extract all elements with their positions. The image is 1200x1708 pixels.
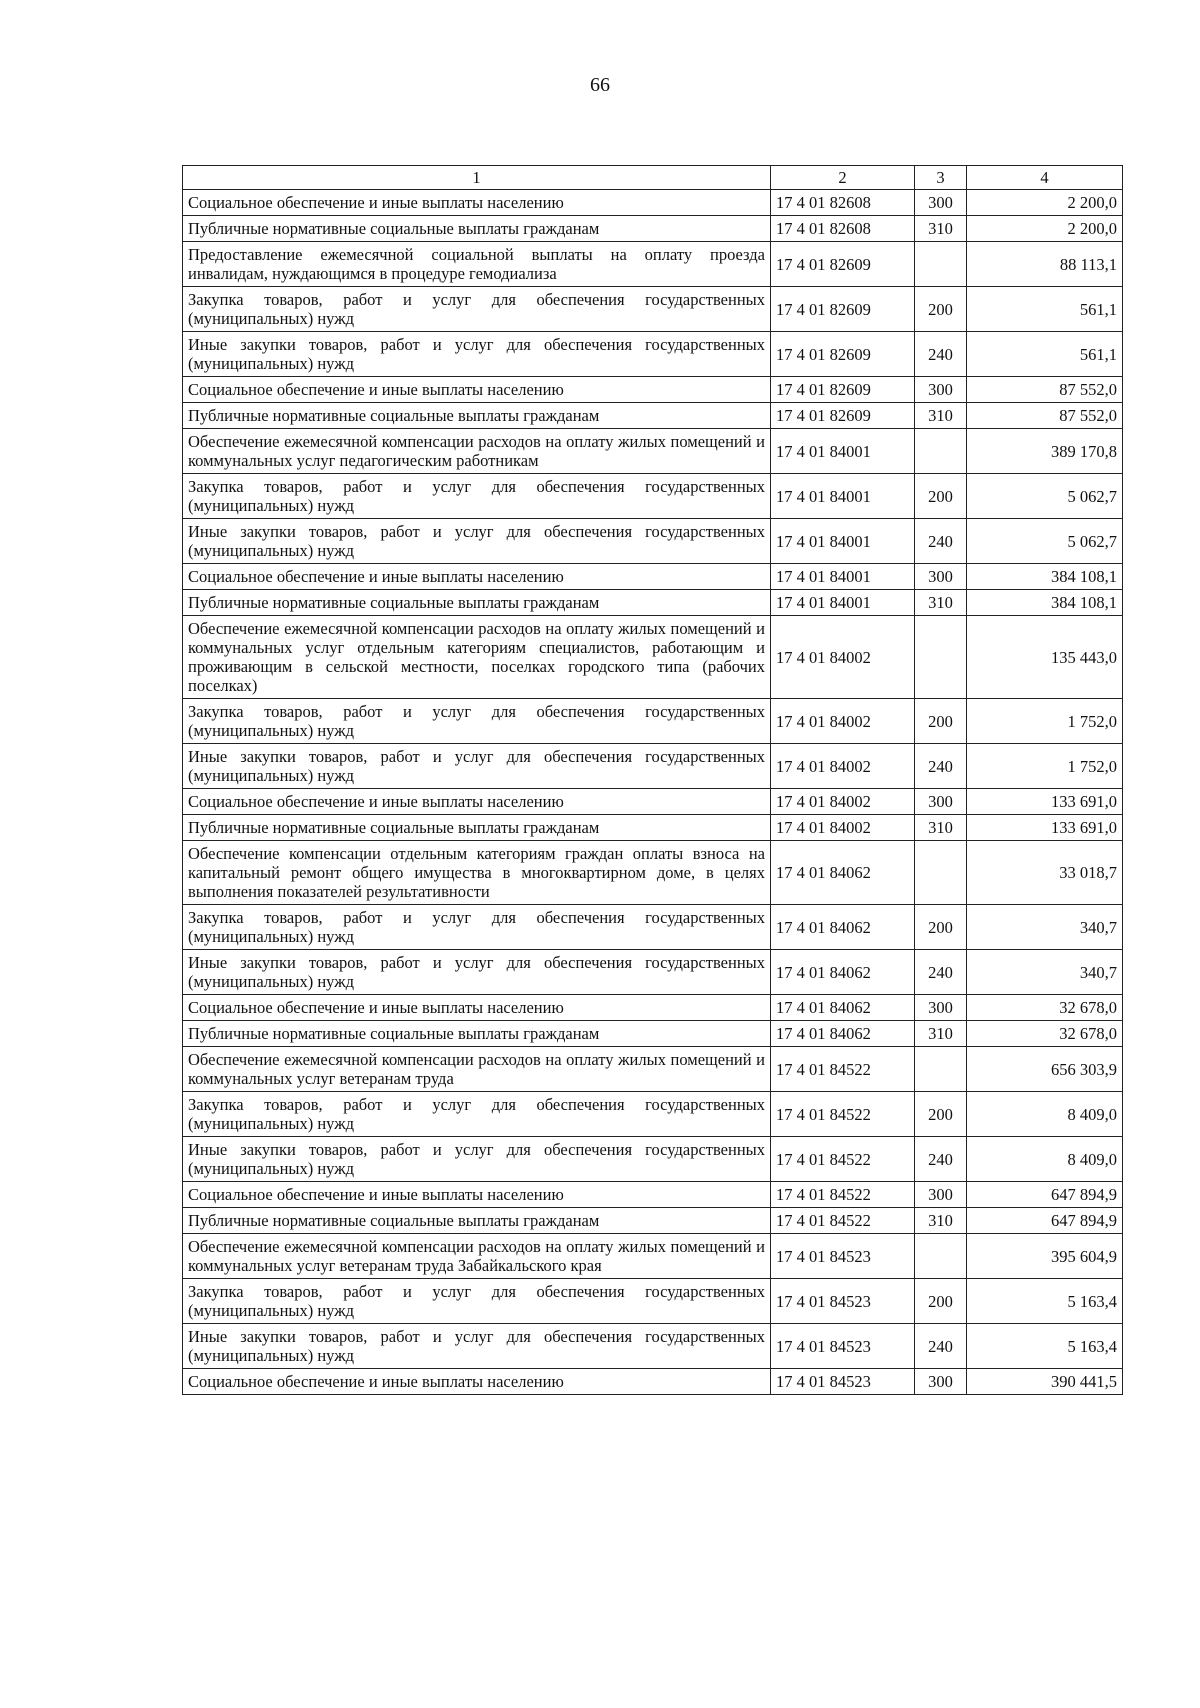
cell-expense-type: 200	[915, 287, 967, 332]
cell-amount: 395 604,9	[967, 1234, 1123, 1279]
cell-target-code: 17 4 01 84001	[771, 429, 915, 474]
cell-expense-type: 240	[915, 519, 967, 564]
cell-amount: 88 113,1	[967, 242, 1123, 287]
cell-amount: 33 018,7	[967, 841, 1123, 905]
cell-name: Закупка товаров, работ и услуг для обеспечения государственных (муниципальных) нужд	[183, 905, 771, 950]
cell-target-code: 17 4 01 84062	[771, 905, 915, 950]
cell-expense-type: 200	[915, 905, 967, 950]
cell-name: Иные закупки товаров, работ и услуг для обеспечения государственных (муниципальных) нужд	[183, 519, 771, 564]
cell-amount: 133 691,0	[967, 815, 1123, 841]
cell-target-code: 17 4 01 82609	[771, 332, 915, 377]
table-row	[183, 1369, 1123, 1395]
table-row	[183, 1279, 1123, 1324]
table-row	[183, 216, 1123, 242]
cell-name: Обеспечение компенсации отдельным категориям граждан оплаты взноса на капитальный ремонт общего имущества в многоквартирном доме, в целях выполнения показателей результативности	[183, 841, 771, 905]
cell-expense-type: 200	[915, 474, 967, 519]
cell-target-code: 17 4 01 82609	[771, 403, 915, 429]
table-row	[183, 519, 1123, 564]
cell-amount: 2 200,0	[967, 190, 1123, 216]
table-row	[183, 841, 1123, 905]
cell-name: Закупка товаров, работ и услуг для обеспечения государственных (муниципальных) нужд	[183, 474, 771, 519]
cell-amount: 656 303,9	[967, 1047, 1123, 1092]
cell-name: Обеспечение ежемесячной компенсации расходов на оплату жилых помещений и коммунальных услуг отдельным категориям специалистов, работающим и проживающим в сельской местности, поселках городского типа (рабочих поселках)	[183, 616, 771, 699]
cell-expense-type	[915, 242, 967, 287]
cell-amount: 32 678,0	[967, 1021, 1123, 1047]
cell-expense-type: 200	[915, 1092, 967, 1137]
cell-expense-type: 300	[915, 190, 967, 216]
cell-expense-type: 200	[915, 699, 967, 744]
cell-name: Иные закупки товаров, работ и услуг для обеспечения государственных (муниципальных) нужд	[183, 744, 771, 789]
cell-name: Публичные нормативные социальные выплаты гражданам	[183, 216, 771, 242]
cell-amount: 647 894,9	[967, 1182, 1123, 1208]
cell-amount: 8 409,0	[967, 1137, 1123, 1182]
cell-amount: 1 752,0	[967, 744, 1123, 789]
budget-table	[182, 165, 1123, 1395]
table-row	[183, 429, 1123, 474]
cell-target-code: 17 4 01 84002	[771, 815, 915, 841]
cell-name: Публичные нормативные социальные выплаты гражданам	[183, 403, 771, 429]
cell-expense-type	[915, 841, 967, 905]
cell-name: Иные закупки товаров, работ и услуг для обеспечения государственных (муниципальных) нужд	[183, 1324, 771, 1369]
cell-name: Закупка товаров, работ и услуг для обеспечения государственных (муниципальных) нужд	[183, 287, 771, 332]
table-row	[183, 564, 1123, 590]
cell-amount: 133 691,0	[967, 789, 1123, 815]
cell-amount: 340,7	[967, 950, 1123, 995]
table-row	[183, 590, 1123, 616]
cell-name: Социальное обеспечение и иные выплаты населению	[183, 564, 771, 590]
cell-amount: 384 108,1	[967, 564, 1123, 590]
cell-amount: 390 441,5	[967, 1369, 1123, 1395]
cell-target-code: 17 4 01 84001	[771, 474, 915, 519]
cell-name: Закупка товаров, работ и услуг для обеспечения государственных (муниципальных) нужд	[183, 1279, 771, 1324]
cell-target-code: 17 4 01 84523	[771, 1234, 915, 1279]
cell-target-code: 17 4 01 84001	[771, 590, 915, 616]
cell-expense-type: 200	[915, 1279, 967, 1324]
cell-target-code: 17 4 01 84062	[771, 841, 915, 905]
cell-target-code: 17 4 01 84523	[771, 1369, 915, 1395]
cell-name: Социальное обеспечение и иные выплаты населению	[183, 1369, 771, 1395]
cell-name: Обеспечение ежемесячной компенсации расходов на оплату жилых помещений и коммунальных услуг ветеранам труда	[183, 1047, 771, 1092]
cell-target-code: 17 4 01 84522	[771, 1137, 915, 1182]
cell-expense-type: 310	[915, 216, 967, 242]
cell-expense-type	[915, 1234, 967, 1279]
cell-target-code: 17 4 01 84522	[771, 1208, 915, 1234]
table-row	[183, 403, 1123, 429]
table-row	[183, 950, 1123, 995]
table-row	[183, 1047, 1123, 1092]
cell-expense-type: 310	[915, 590, 967, 616]
table-row	[183, 287, 1123, 332]
table-row	[183, 699, 1123, 744]
cell-expense-type: 240	[915, 1324, 967, 1369]
header-column-name: 1	[183, 166, 771, 190]
cell-amount: 87 552,0	[967, 403, 1123, 429]
cell-target-code: 17 4 01 84002	[771, 789, 915, 815]
cell-amount: 5 163,4	[967, 1324, 1123, 1369]
table-row	[183, 1208, 1123, 1234]
page-number: 66	[590, 74, 610, 96]
cell-amount: 561,1	[967, 287, 1123, 332]
cell-name: Обеспечение ежемесячной компенсации расходов на оплату жилых помещений и коммунальных услуг ветеранам труда Забайкальского края	[183, 1234, 771, 1279]
cell-expense-type: 240	[915, 1137, 967, 1182]
cell-amount: 647 894,9	[967, 1208, 1123, 1234]
cell-name: Предоставление ежемесячной социальной выплаты на оплату проезда инвалидам, нуждающимся в процедуре гемодиализа	[183, 242, 771, 287]
cell-expense-type: 310	[915, 1021, 967, 1047]
cell-target-code: 17 4 01 84523	[771, 1324, 915, 1369]
table-row	[183, 1234, 1123, 1279]
table-row	[183, 332, 1123, 377]
cell-expense-type: 300	[915, 995, 967, 1021]
table-row	[183, 1137, 1123, 1182]
table-row	[183, 995, 1123, 1021]
cell-expense-type: 310	[915, 403, 967, 429]
cell-name: Социальное обеспечение и иные выплаты населению	[183, 190, 771, 216]
cell-target-code: 17 4 01 84001	[771, 519, 915, 564]
cell-target-code: 17 4 01 82609	[771, 242, 915, 287]
cell-name: Публичные нормативные социальные выплаты гражданам	[183, 815, 771, 841]
cell-expense-type: 300	[915, 789, 967, 815]
cell-amount: 5 163,4	[967, 1279, 1123, 1324]
table-row	[183, 815, 1123, 841]
cell-target-code: 17 4 01 84001	[771, 564, 915, 590]
cell-target-code: 17 4 01 84522	[771, 1047, 915, 1092]
cell-target-code: 17 4 01 82609	[771, 287, 915, 332]
cell-expense-type	[915, 429, 967, 474]
cell-target-code: 17 4 01 82609	[771, 377, 915, 403]
cell-amount: 340,7	[967, 905, 1123, 950]
cell-name: Социальное обеспечение и иные выплаты населению	[183, 1182, 771, 1208]
table-row	[183, 1092, 1123, 1137]
cell-expense-type	[915, 616, 967, 699]
cell-target-code: 17 4 01 82608	[771, 190, 915, 216]
cell-name: Закупка товаров, работ и услуг для обеспечения государственных (муниципальных) нужд	[183, 1092, 771, 1137]
cell-expense-type: 300	[915, 377, 967, 403]
table-row	[183, 1324, 1123, 1369]
cell-target-code: 17 4 01 84522	[771, 1182, 915, 1208]
cell-expense-type: 240	[915, 332, 967, 377]
cell-expense-type: 300	[915, 564, 967, 590]
header-row	[183, 166, 1123, 190]
cell-expense-type: 240	[915, 744, 967, 789]
cell-amount: 561,1	[967, 332, 1123, 377]
cell-expense-type	[915, 1047, 967, 1092]
cell-amount: 384 108,1	[967, 590, 1123, 616]
cell-target-code: 17 4 01 84002	[771, 744, 915, 789]
table-row	[183, 377, 1123, 403]
table-row	[183, 474, 1123, 519]
cell-amount: 1 752,0	[967, 699, 1123, 744]
table-row	[183, 1182, 1123, 1208]
cell-amount: 5 062,7	[967, 474, 1123, 519]
table-row	[183, 242, 1123, 287]
cell-expense-type: 310	[915, 1208, 967, 1234]
cell-expense-type: 240	[915, 950, 967, 995]
cell-expense-type: 300	[915, 1369, 967, 1395]
table-row	[183, 744, 1123, 789]
table-row	[183, 190, 1123, 216]
table-row	[183, 1021, 1123, 1047]
cell-name: Иные закупки товаров, работ и услуг для обеспечения государственных (муниципальных) нужд	[183, 332, 771, 377]
cell-target-code: 17 4 01 84523	[771, 1279, 915, 1324]
table-row	[183, 905, 1123, 950]
cell-name: Социальное обеспечение и иные выплаты населению	[183, 377, 771, 403]
cell-amount: 87 552,0	[967, 377, 1123, 403]
header-column-type: 3	[915, 166, 967, 190]
cell-expense-type: 310	[915, 815, 967, 841]
cell-name: Закупка товаров, работ и услуг для обеспечения государственных (муниципальных) нужд	[183, 699, 771, 744]
cell-target-code: 17 4 01 84002	[771, 616, 915, 699]
cell-name: Публичные нормативные социальные выплаты гражданам	[183, 590, 771, 616]
table-row	[183, 616, 1123, 699]
cell-target-code: 17 4 01 84522	[771, 1092, 915, 1137]
cell-name: Социальное обеспечение и иные выплаты населению	[183, 995, 771, 1021]
cell-name: Иные закупки товаров, работ и услуг для обеспечения государственных (муниципальных) нужд	[183, 950, 771, 995]
header-column-code: 2	[771, 166, 915, 190]
cell-target-code: 17 4 01 84062	[771, 1021, 915, 1047]
header-column-amount: 4	[967, 166, 1123, 190]
cell-name: Публичные нормативные социальные выплаты гражданам	[183, 1208, 771, 1234]
table-row	[183, 789, 1123, 815]
cell-target-code: 17 4 01 84062	[771, 950, 915, 995]
cell-amount: 8 409,0	[967, 1092, 1123, 1137]
cell-target-code: 17 4 01 84062	[771, 995, 915, 1021]
cell-name: Публичные нормативные социальные выплаты гражданам	[183, 1021, 771, 1047]
table-body	[183, 190, 1123, 1395]
cell-name: Социальное обеспечение и иные выплаты населению	[183, 789, 771, 815]
cell-target-code: 17 4 01 82608	[771, 216, 915, 242]
cell-expense-type: 300	[915, 1182, 967, 1208]
cell-name: Иные закупки товаров, работ и услуг для обеспечения государственных (муниципальных) нужд	[183, 1137, 771, 1182]
cell-amount: 2 200,0	[967, 216, 1123, 242]
cell-amount: 32 678,0	[967, 995, 1123, 1021]
cell-amount: 5 062,7	[967, 519, 1123, 564]
cell-target-code: 17 4 01 84002	[771, 699, 915, 744]
cell-amount: 135 443,0	[967, 616, 1123, 699]
cell-amount: 389 170,8	[967, 429, 1123, 474]
cell-name: Обеспечение ежемесячной компенсации расходов на оплату жилых помещений и коммунальных услуг педагогическим работникам	[183, 429, 771, 474]
